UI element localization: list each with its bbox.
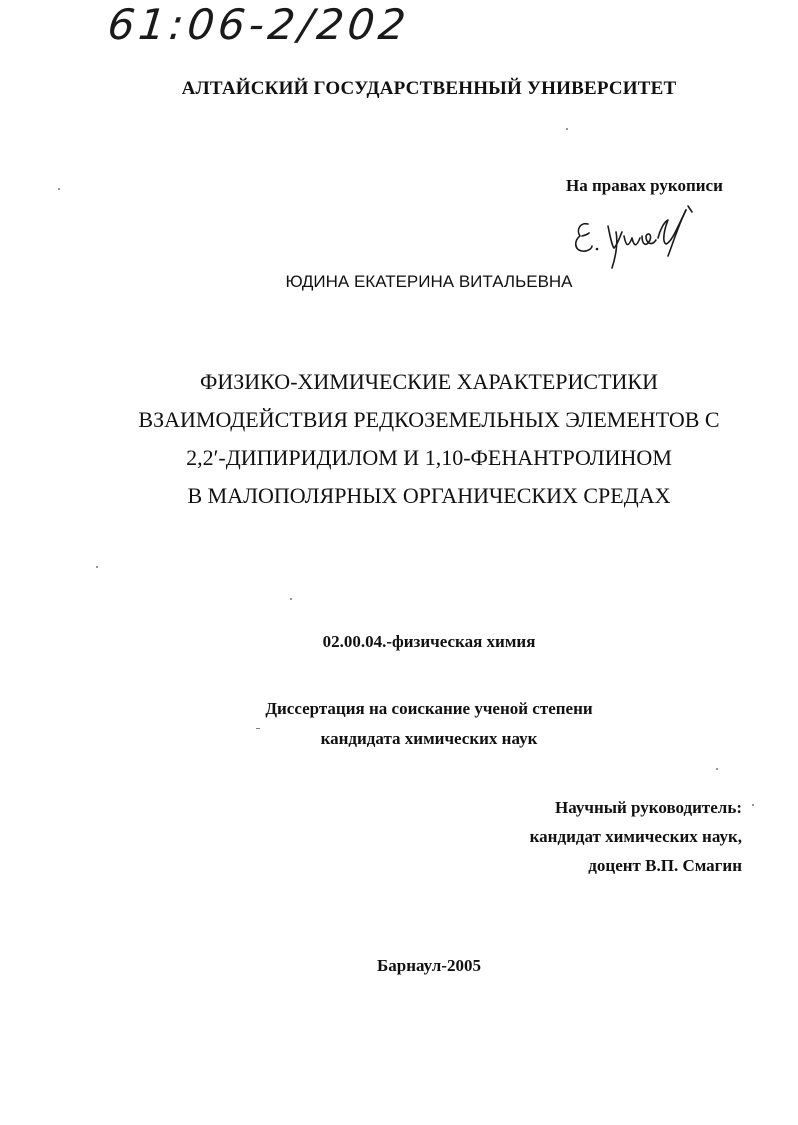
supervisor-degree: кандидат химических наук, (529, 827, 742, 846)
scan-speck (566, 128, 568, 130)
supervisor-name: доцент В.П. Смагин (588, 856, 742, 875)
supervisor-block (530, 793, 742, 880)
degree-line: Диссертация на соискание ученой степени (265, 699, 593, 718)
degree-statement (0, 694, 798, 754)
author-name: ЮДИНА ЕКАТЕРИНА ВИТАЛЬЕВНА (285, 272, 573, 291)
title-line: ВЗАИМОДЕЙСТВИЯ РЕДКОЗЕМЕЛЬНЫХ ЭЛЕМЕНТОВ С (138, 407, 720, 432)
scan-speck (290, 598, 292, 600)
manuscript-rights-label: На правах рукописи (566, 176, 723, 195)
degree-line: кандидата химических наук (320, 729, 538, 748)
catalog-number-stamp: 61:06-2/202 (105, 0, 412, 49)
supervisor-label: Научный руководитель: (555, 798, 742, 817)
dissertation-title (0, 363, 798, 515)
scan-speck (716, 768, 718, 770)
university-name: АЛТАЙСКИЙ ГОСУДАРСТВЕННЫЙ УНИВЕРСИТЕТ (181, 78, 677, 99)
specialty-code: 02.00.04.-физическая химия (322, 632, 536, 651)
scan-speck (58, 188, 60, 190)
scan-speck (752, 804, 754, 806)
author-signature-image (568, 196, 708, 276)
city-year: Барнаул-2005 (377, 956, 481, 975)
title-line: В МАЛОПОЛЯРНЫХ ОРГАНИЧЕСКИХ СРЕДАХ (187, 483, 671, 508)
scan-speck (96, 566, 98, 568)
scan-speck (256, 728, 260, 729)
title-line: 2,2′-ДИПИРИДИЛОМ И 1,10-ФЕНАНТРОЛИНОМ (186, 445, 672, 470)
title-line: ФИЗИКО-ХИМИЧЕСКИЕ ХАРАКТЕРИСТИКИ (200, 369, 658, 394)
